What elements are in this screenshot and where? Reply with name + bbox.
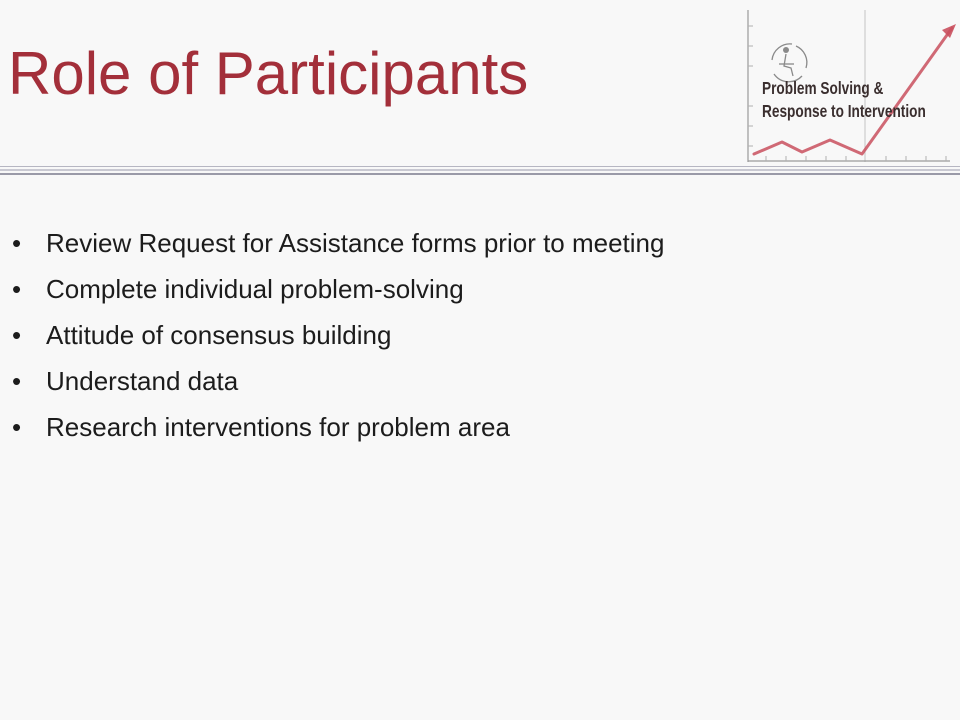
bullet-marker: •: [12, 412, 22, 442]
bullet-item: [12, 410, 664, 456]
header-divider: [0, 169, 960, 171]
bullet-text: Research interventions for problem area: [46, 412, 510, 442]
bullet-marker: •: [12, 228, 22, 258]
bullet-list: [12, 226, 664, 456]
bullet-marker: •: [12, 320, 22, 350]
person-at-desk-cycle-icon: [772, 44, 807, 82]
bullet-item: [12, 226, 664, 272]
header-divider: [0, 173, 960, 175]
slide-title: Role of Participants: [8, 40, 529, 107]
bullet-text: Understand data: [46, 366, 239, 396]
logo-text-line-2: Response to Intervention: [762, 101, 926, 121]
bullet-item: [12, 318, 664, 364]
header-divider: [0, 166, 960, 167]
bullet-text: Attitude of consensus building: [46, 320, 392, 350]
bullet-text: Complete individual problem-solving: [46, 274, 464, 304]
bullet-marker: •: [12, 274, 22, 304]
bullet-item: [12, 364, 664, 410]
bullet-text: Review Request for Assistance forms prior to meeting: [46, 228, 665, 258]
bullet-marker: •: [12, 366, 22, 396]
bullet-item: [12, 272, 664, 318]
logo-text-line-1: Problem Solving &: [762, 78, 884, 98]
